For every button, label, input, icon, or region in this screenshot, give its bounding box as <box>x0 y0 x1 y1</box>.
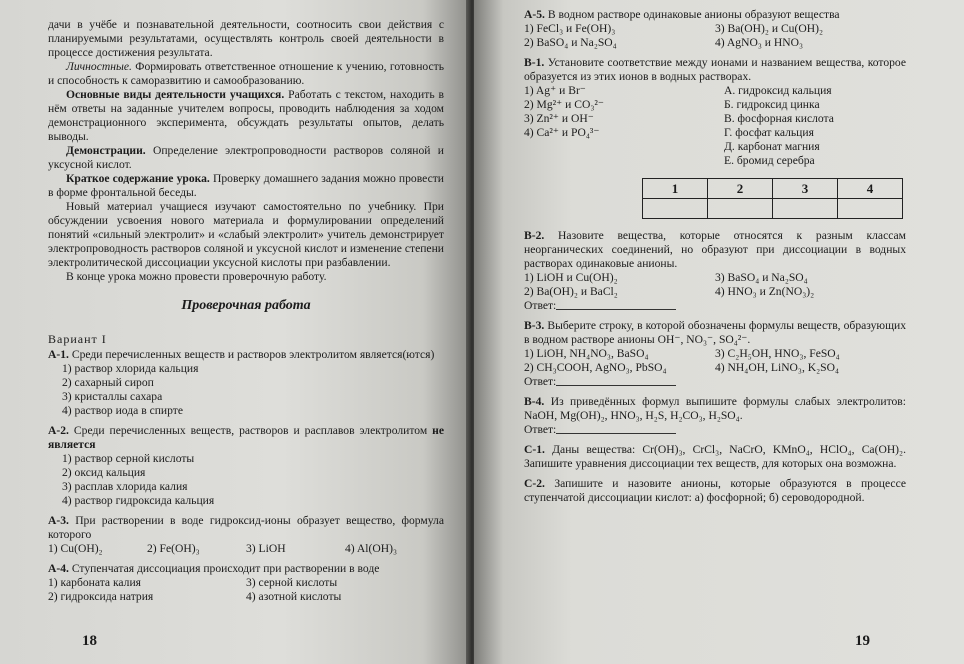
question-a3 <box>48 514 444 542</box>
question-text: Среди перечисленных веществ и растворов электролитом является(ются) <box>71 348 435 361</box>
answer-cell[interactable] <box>643 199 708 219</box>
option: 1) FeCl₃ и Fe(OH)₃ <box>524 22 616 35</box>
end-of-lesson-paragraph: В конце урока можно провести проверочную работу. <box>66 270 327 283</box>
substance-name: Д. карбонат магния <box>724 140 820 153</box>
option: 4) NH₄OH, LiNO₃, K₂SO₄ <box>715 361 840 374</box>
personal-label: Личностные. <box>66 60 132 73</box>
question-text: Установите соответствие между ионами и названием вещества, которое образуется из этих ионов в водных растворах. <box>524 56 906 83</box>
answer-line[interactable] <box>556 299 676 310</box>
page-number: 18 <box>82 633 97 649</box>
option: 1) раствор хлорида кальция <box>62 362 199 375</box>
answer-label: Ответ: <box>524 299 557 312</box>
options-row <box>48 542 444 556</box>
question-text: Запишите и назовите анионы, которые образуются в процессе ступенчатой диссоциации кислот: а) фосфорной; б) сероводородной. <box>524 477 906 504</box>
question-label: А-2. <box>48 424 69 437</box>
question-label: С-2. <box>524 477 545 490</box>
answer-cell[interactable] <box>708 199 773 219</box>
option: 4) Al(OH)₃ <box>345 542 398 555</box>
answer-line[interactable] <box>556 375 676 386</box>
option: 4) азотной кислоты <box>246 590 342 603</box>
options-row <box>524 285 906 299</box>
option: 1) LiOH и Cu(OH)₂ <box>524 271 618 284</box>
match-row <box>524 84 906 98</box>
question-text: Назовите вещества, которые относятся к разным классам неорганических соединений, но образуют при диссоциации в водных растворах одинаковые анионы. <box>524 229 906 270</box>
question-b1 <box>524 56 906 84</box>
answer-line[interactable] <box>556 423 676 434</box>
question-b4 <box>524 395 906 423</box>
question-label: В-4. <box>524 395 545 408</box>
ion-pair: 4) Ca²⁺ и PO₄³⁻ <box>524 126 600 139</box>
substance-name: Е. бромид серебра <box>724 154 815 167</box>
option: 2) CH₃COOH, AgNO₃, PbSO₄ <box>524 361 667 374</box>
question-text: Из приведённых формул выпишите формулы слабых электролитов: NaOH, Mg(OH)₂, HNO₃, H₂S, H₂CO₃, H₂SO₄. <box>524 395 906 422</box>
ion-pair: 3) Zn²⁺ и OH⁻ <box>524 112 594 125</box>
option: 3) BaSO₄ и Na₂SO₄ <box>715 271 808 284</box>
options-row <box>524 36 906 50</box>
ion-pair <box>524 140 724 154</box>
substance-name: В. фосфорная кислота <box>724 112 834 125</box>
right-page <box>474 0 964 664</box>
ion-pair: 2) Mg²⁺ и CO₃²⁻ <box>524 98 605 111</box>
summary-label: Краткое содержание урока. <box>66 172 210 185</box>
personal-paragraph <box>48 60 444 88</box>
section-title: Проверочная работа <box>181 298 311 313</box>
activities-text: Работать с текстом, находить в нём ответы на заданные учителем вопросы, проводить наблюдения за ходом демонстрационного эксперимента, обсуждать результаты опытов, делать выводы. <box>48 88 444 143</box>
question-label: А-4. <box>48 562 69 575</box>
activities-paragraph <box>48 88 444 144</box>
option: 4) раствор иода в спирте <box>62 404 183 417</box>
options-row <box>48 590 444 604</box>
question-label: В-3. <box>524 319 545 332</box>
question-b2 <box>524 229 906 271</box>
question-label: С-1. <box>524 443 545 456</box>
option: 2) Fe(OH)₃ <box>147 542 200 555</box>
demos-label: Демонстрации. <box>66 144 146 157</box>
answer-table-header: 4 <box>838 179 903 199</box>
intro-text: дачи в учёбе и познавательной деятельности, соотносить свои действия с планируемыми результатами, осуществлять контроль своей деятельности в процессе достижения результата. <box>48 18 444 59</box>
option: 2) Ba(OH)₂ и BaCl₂ <box>524 285 618 298</box>
option: 2) оксид кальция <box>62 466 146 479</box>
option: 3) кристаллы сахара <box>62 390 163 403</box>
question-text: Ступенчатая диссоциация происходит при растворении в воде <box>71 562 380 575</box>
answer-cell[interactable] <box>773 199 838 219</box>
answer-table-header: 3 <box>773 179 838 199</box>
option: 2) сахарный сироп <box>62 376 154 389</box>
summary-paragraph <box>48 172 444 200</box>
question-label: А-1. <box>48 348 69 361</box>
ion-pair: 1) Ag⁺ и Br⁻ <box>524 84 586 97</box>
option: 2) BaSO₄ и Na₂SO₄ <box>524 36 617 49</box>
option: 1) карбоната калия <box>48 576 141 589</box>
substance-name: Б. гидроксид цинка <box>724 98 820 111</box>
left-page <box>0 0 470 664</box>
answer-label: Ответ: <box>524 423 557 436</box>
option: 4) AgNO₃ и HNO₃ <box>715 36 804 49</box>
demos-paragraph <box>48 144 444 172</box>
question-c1 <box>524 443 906 471</box>
personal-text: Формировать ответственное отношение к учению, готовность и способность к саморазвитию и самообразованию. <box>48 60 444 87</box>
question-label: А-5. <box>524 8 545 21</box>
options-row <box>524 361 906 375</box>
question-a4 <box>48 562 444 576</box>
option: 1) LiOH, NH₄NO₃, BaSO₄ <box>524 347 649 360</box>
question-text: При растворении в воде гидроксид-ионы образует вещество, формула которого <box>48 514 444 541</box>
answer-row <box>524 375 906 389</box>
option: 2) гидроксида натрия <box>48 590 154 603</box>
answer-row <box>524 423 906 437</box>
question-c2 <box>524 477 906 505</box>
option: 1) Cu(OH)₂ <box>48 542 103 555</box>
answer-table <box>642 178 903 219</box>
question-text: В водном растворе одинаковые анионы образуют вещества <box>547 8 840 21</box>
substance-name: А. гидроксид кальция <box>724 84 832 97</box>
answer-cell[interactable] <box>838 199 903 219</box>
question-b3 <box>524 319 906 347</box>
option: 1) раствор серной кислоты <box>62 452 195 465</box>
options-row <box>524 347 906 361</box>
option: 3) LiOH <box>246 542 286 555</box>
options-row <box>48 576 444 590</box>
question-label: В-2. <box>524 229 545 242</box>
question-text: Выберите строку, в которой обозначены формулы веществ, образующих в водном растворе анионы OH⁻, NO₃⁻, SO₄²⁻. <box>524 319 906 346</box>
question-emphasis: не является <box>48 424 444 451</box>
activities-label: Основные виды деятельности учащихся. <box>66 88 285 101</box>
option: 3) Ba(OH)₂ и Cu(OH)₂ <box>715 22 823 35</box>
new-material-paragraph: Новый материал учащиеся изучают самостоятельно по учебнику. При обсуждении усвоения нового материала и формулировании определений понятий «сильный электролит» и «слабый электролит» учитель демонстрирует электропроводность растворов соляной и уксусной кислот и изменение степени электролитической диссоциации уксусной кислоты при разбавлении. <box>48 200 444 269</box>
question-label: В-1. <box>524 56 545 69</box>
match-row <box>524 140 906 154</box>
page-number: 19 <box>855 633 870 649</box>
question-a1 <box>48 348 444 362</box>
question-text: Даны вещества: Cr(OH)₃, CrCl₃, NaCrO, KMnO₄, HClO₄, Ca(OH)₂. Запишите уравнения диссоциации тех веществ, для которых она возможна. <box>524 443 906 470</box>
substance-name: Г. фосфат кальция <box>724 126 814 139</box>
answer-row <box>524 299 906 313</box>
option: 3) серной кислоты <box>246 576 338 589</box>
question-a5 <box>524 8 906 22</box>
ion-pair <box>524 154 724 168</box>
match-row <box>524 126 906 140</box>
summary-text: Проверку домашнего задания можно провести в форме фронтальной беседы. <box>48 172 444 199</box>
option: 3) расплав хлорида калия <box>62 480 188 493</box>
question-a2 <box>48 424 444 452</box>
answer-table-header: 2 <box>708 179 773 199</box>
match-row <box>524 98 906 112</box>
options-row <box>524 271 906 285</box>
option: 4) HNO₃ и Zn(NO₃)₂ <box>715 285 815 298</box>
option: 4) раствор гидроксида кальция <box>62 494 215 507</box>
option: 3) C₂H₅OH, HNO₃, FeSO₄ <box>715 347 840 360</box>
answer-table-header: 1 <box>643 179 708 199</box>
variant-heading: Вариант I <box>48 332 107 346</box>
question-text: Среди перечисленных веществ, растворов и расплавов электролитом <box>73 424 428 437</box>
question-label: А-3. <box>48 514 69 527</box>
options-row <box>524 22 906 36</box>
match-row <box>524 154 906 168</box>
answer-label: Ответ: <box>524 375 557 388</box>
match-row <box>524 112 906 126</box>
demos-text: Определение электропроводности растворов соляной и уксусной кислот. <box>48 144 444 171</box>
